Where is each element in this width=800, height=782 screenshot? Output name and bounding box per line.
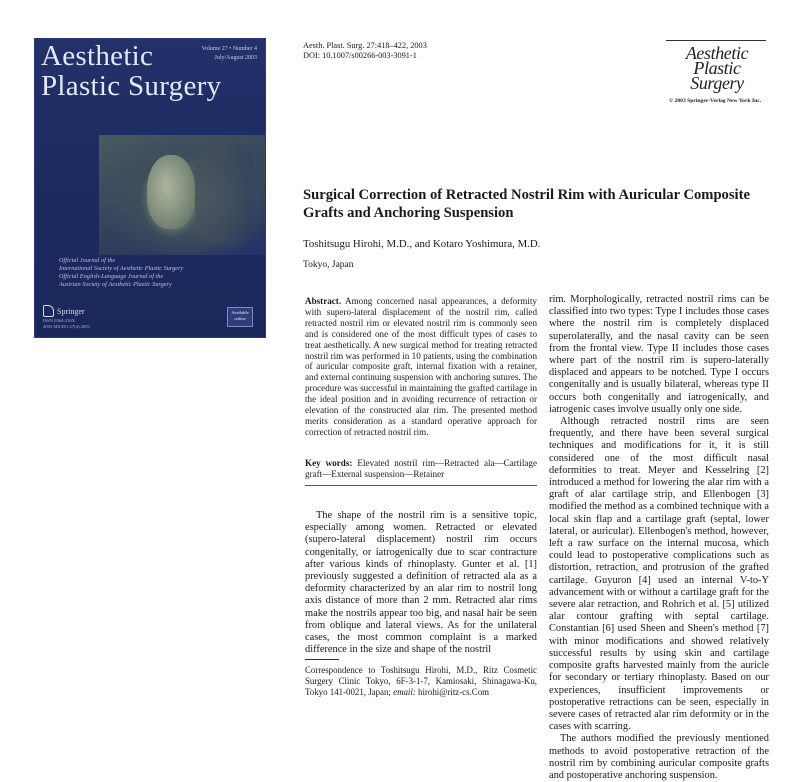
publisher-name: Springer [57,306,85,316]
available-online-badge: Available online [227,307,253,327]
journal-logo [664,43,770,93]
abstract-label: Abstract. [305,296,342,306]
footnote-divider [305,659,339,660]
logo-line2: Plastic [693,58,741,78]
correspondence-footnote [305,665,537,698]
article-authors: Toshitsugu Hirohi, M.D., and Kotaro Yoshimura, M.D. [303,238,541,250]
cover-issn-line1: ISSN 0364-216X [43,318,76,323]
keywords-text: Elevated nostril rim—Retracted ala—Cartilage graft—External suspension—Retainer [305,458,537,479]
keywords-divider [305,485,537,486]
intro-text: The shape of the nostril rim is a sensitive topic, especially among women. Retracted or elevated (supero-lateral displacement) nostril rim occurs congenitally, or iatrogenically due to scar contracture after various kinds of rhinoplasty. Gunter et al. [1] previously suggested a definition of retracted ala as a deformity characterized by an alar rim to nostril long axis distance of more than 2 mm. Retracted alar rims make the nostrils appear too big, and nasal hair be seen from oblique and lateral views. As for the unilateral cases, the most common complaint is a marked difference in the size and shape of the nostril [305,510,537,656]
cover-issn-line2: 2003 MICRO 27(4) 2003 [43,324,90,329]
abstract [305,296,537,438]
cover-image-face [147,155,195,229]
footnote-email-label: email: [393,686,416,697]
citation-header [303,41,427,61]
intro-paragraph [305,510,537,656]
cover-volume [187,45,257,63]
footnote-email: hirohi@ritz-cs.Com [418,686,490,697]
keywords [305,458,537,480]
cover-desc-line3: Official English-Language Journal of the [59,273,164,280]
cover-issn [43,318,90,330]
cover-volume-number: Volume 27 • Number 4 [201,46,257,52]
logo-line3: Surgery [690,73,744,93]
cover-issue-date: July/August 2003 [214,55,257,61]
springer-horse-icon [43,305,54,317]
keywords-label: Key words: [305,458,353,468]
body-paragraph-2: Although retracted nostril rims are seen frequently, and there have been several surgical techniques and modifications for it, it is still considered one of the most difficult nasal deformities to treat. Meyer and Kesselring [2] introduced a method for lowering the alar rim with a graft of alar cartilage strip, and Ellenbogen [3] modified the method as a combined technique with a local skin flap and a cartilage graft (septal, lower lateral, or auricular). Ellenbogen's method, however, left a raw surface on the internal mucosa, which could lead to postoperative complications such as distortion, retraction, and protrusion of the grafted cartilage. Guyuron [4] used an internal V-to-Y advancement with or without a cartilage graft for the severe alar retraction, and Rohrich et al. [5] utilized alar contour grafting with septal cartilage. Constantian [6] used Sheen and Sheen's method [7] with minor modifications and showed relatively successful results by using skin and cartilage composite grafts harvested mainly from the auricle for secondary or tertiary rhinoplasty. Based on our experiences, insufficient improvements or postoperative retractions can be seen, especially in severe cases of retracted alar rim deformity or in the cases with scarring. [549,416,769,733]
cover-desc-line4: Austrian Society of Aesthetic Plastic Surgery [59,281,172,288]
cover-title-line2: Plastic Surgery [41,70,222,102]
citation-line: Aesth. Plast. Surg. 27:418–422, 2003 [303,41,427,50]
body-paragraph-3: The authors modified the previously mentioned methods to avoid postoperative retraction of the nostril rim by combining auricular composite grafts and postoperative anchoring suspension. [549,733,769,781]
cover-description [59,257,259,289]
right-column [549,294,769,782]
doi-line: DOI: 10.1007/s00266-003-3091-1 [303,51,417,60]
article-title: Surgical Correction of Retracted Nostril Rim with Auricular Composite Grafts and Anchoring Suspension [303,187,750,221]
abstract-text: Among concerned nasal appearances, a deformity with supero-lateral displacement of the nostril rim, called retracted nostril rim or elevated nostril rim is commonly seen and is considered one of the most difficult types of cases to treat aesthetically. A new surgical method for treating retracted nostril rim was performed in 10 patients, using the combination of auricular composite graft, internal fixation with a retainer, and external continuing suspension with anchoring sutures. The procedure was successful in maintaining the grafted cartilage in the ideal position and in avoiding recurrence of retraction or elevation of the constructed alar rim. The presented method merits consideration as a standard operative approach for correction of retracted nostril rim. [305,296,537,437]
cover-desc-line2: International Society of Aesthetic Plastic Surgery [59,265,184,272]
publisher-logo [43,305,85,317]
cover-title-line1: Aesthetic [41,40,154,72]
footnote-text: Correspondence to Toshitsugu Hirohi, M.D., Ritz Cosmetic Surgery Clinic Tokyo, 6F-3-1-7, Kamiosaki, Shinagawa-Ku, Tokyo 141-0021, Japan; [305,665,537,697]
copyright-notice: © 2003 Springer-Verlag New York Inc. [669,98,762,104]
cover-image-shadow [195,143,255,243]
logo-line1: Aesthetic [685,43,749,63]
cover-desc-line1: Official Journal of the [59,257,116,264]
logo-rule [666,40,766,41]
journal-cover [34,38,266,338]
body-paragraph-1: rim. Morphologically, retracted nostril rims can be classified into two types: Type I includes those cases where the nostril rim is completely displaced superolaterally, and the nasal cavity can be seen from the frontal view. Type II includes those cases where part of the nostril rim is supero-laterally displaced and appears to be notched. Type I occurs congenitally and is usually bilateral, whereas type II occurs both congenitally and iatrogenically, and iatrogenic cases involve usually only one side. [549,294,769,415]
cover-sculpture-image [99,135,265,255]
author-affiliation: Tokyo, Japan [303,260,354,270]
